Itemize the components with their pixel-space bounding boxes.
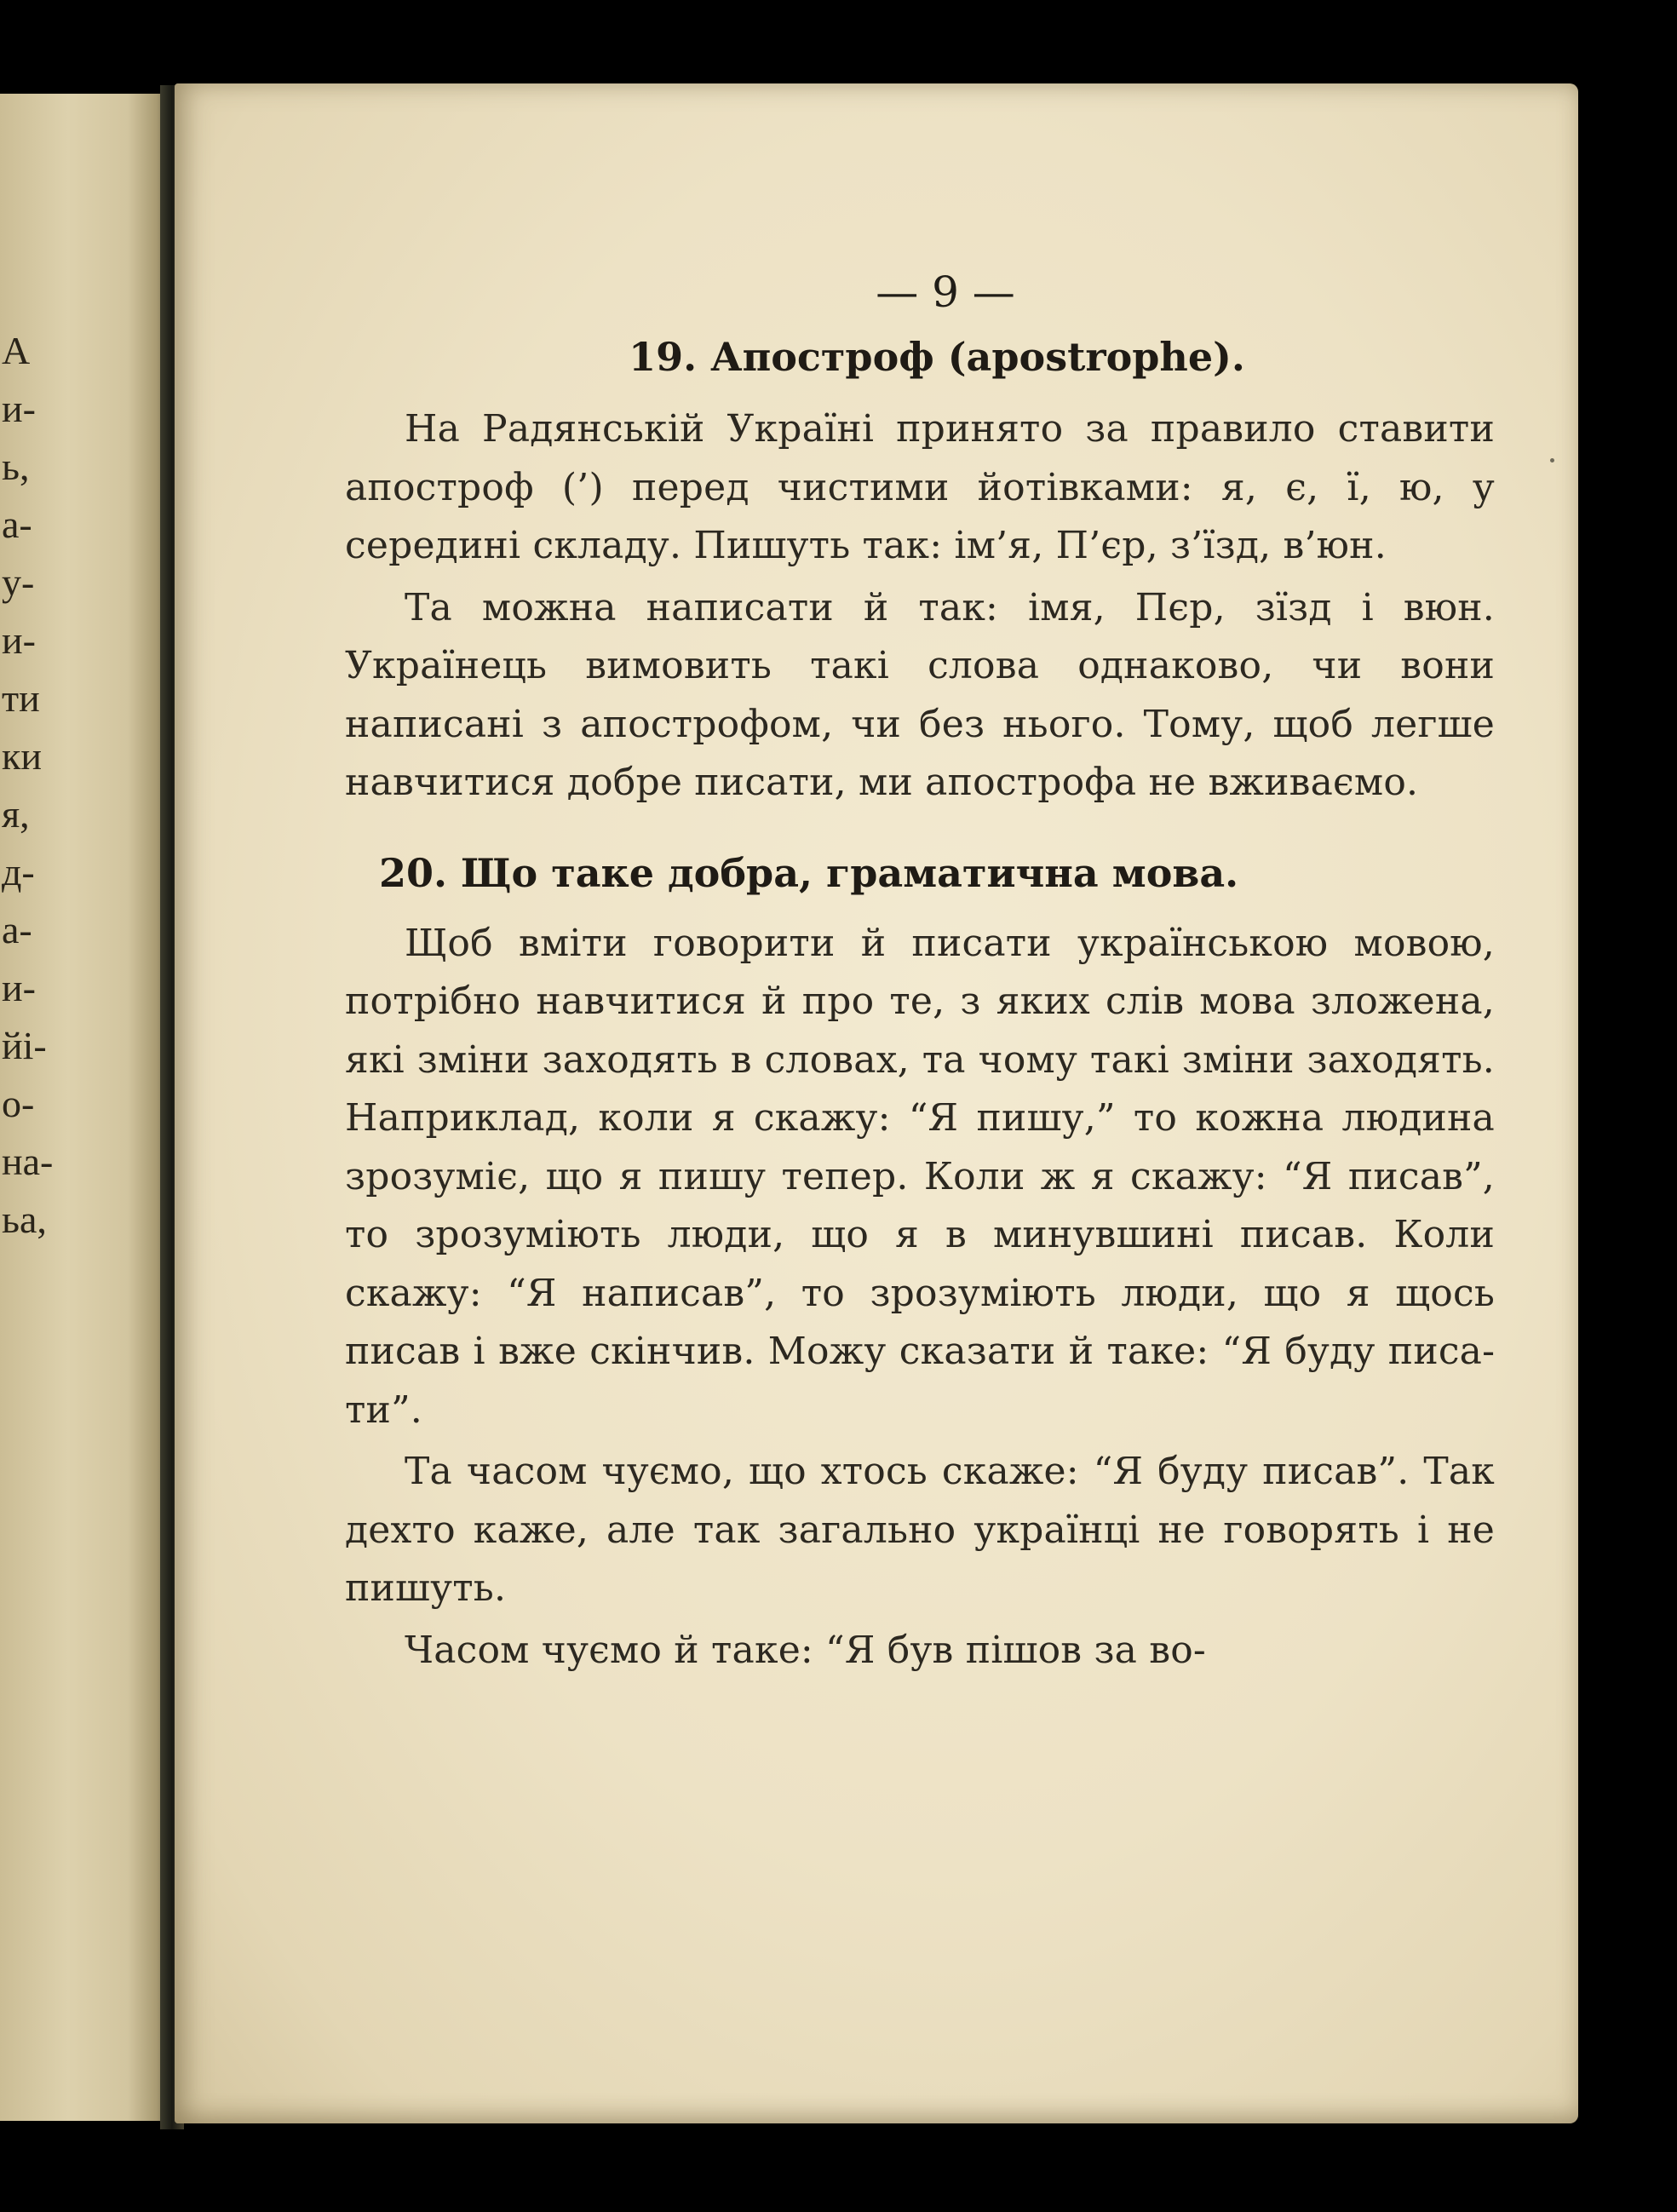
- fragment-line: о-: [2, 1082, 35, 1125]
- fragment-line: а-: [2, 503, 32, 546]
- section-19-heading: 19. Апостроф (apostrophe).: [629, 334, 1245, 380]
- section-20-paragraph: Часом чуємо й таке: “Я був пішов за во-: [405, 1628, 1206, 1672]
- fragment-line: ь,: [2, 445, 30, 488]
- section-19-paragraph: Та можна написати й так: імя, Пєр, зїзд і вюн. Українець вимовить такі слова однаково, чи вони написані з апострофом, чи без нього. Тому, щоб легше навчитися добре писати, ми апострофа не вживаємо.: [345, 585, 1495, 804]
- fragment-line: А: [2, 329, 31, 372]
- page-number: — 9 —: [876, 267, 1015, 317]
- fragment-line: и-: [2, 387, 36, 430]
- fragment-line: йі-: [2, 1024, 47, 1067]
- fragment-line: ти: [2, 676, 40, 720]
- section-20-paragraph: Та часом чуємо, що хтось скаже: “Я буду писав”. Так дехто каже, але так загально українці не говорять і не пишуть.: [345, 1450, 1495, 1610]
- fragment-line: и-: [2, 966, 36, 1009]
- fragment-line: ки: [2, 734, 42, 778]
- fragment-line: и-: [2, 618, 36, 662]
- fragment-line: у-: [2, 560, 35, 604]
- fragment-line: я,: [2, 792, 30, 836]
- fragment-line: а-: [2, 908, 32, 951]
- fragment-line: ьа,: [2, 1198, 47, 1241]
- book-page: [175, 83, 1578, 2123]
- section-19-paragraph: На Радянській Україні принято за правило ставити апостроф (’) перед чистими йотівками: я, є, ї, ю, у середині складу. Пишуть так: ім’я, П’єр, з’їзд, в’юн.: [345, 407, 1495, 567]
- page-text-block: [345, 262, 1495, 1680]
- previous-page-edge: [0, 94, 170, 2121]
- fragment-line: д-: [2, 850, 35, 893]
- section-20-paragraph: Щоб вміти говорити й писати українською мовою, потрібно навчитися й про те, з яких слів мова зложена, які зміни заходять в словах, та чому такі зміни заходять. Наприклад, коли я скажу: “Я пишу,” то кожна людина зрозуміє, що я пишу тепер. Коли ж я скажу: “Я писав”, то зрозуміють люди, що я в минувшині писав. Коли скажу: “Я написав”, то зрозуміють люди, що я щось писав і вже скінчив. Можу сказати й таке: “Я буду писати”.: [345, 921, 1495, 1432]
- previous-page-text-fragments: [0, 322, 170, 1249]
- paper-speck: [1550, 458, 1554, 463]
- section-20-heading: 20. Що таке добра, граматична мова.: [379, 849, 1239, 896]
- fragment-line: на-: [2, 1140, 54, 1183]
